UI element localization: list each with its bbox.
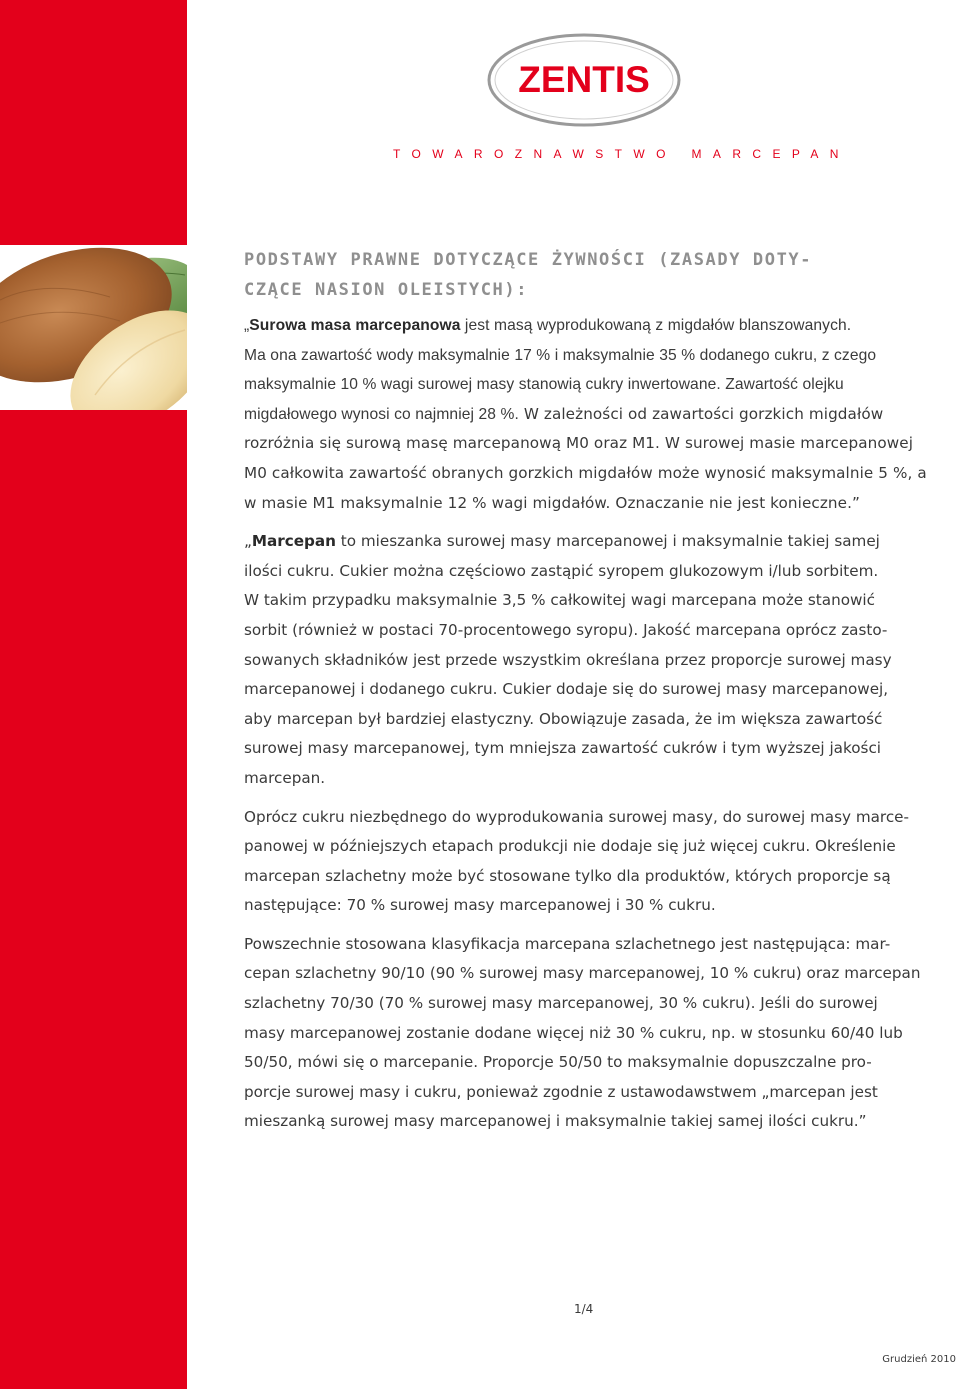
section-heading-text: PODSTAWY PRAWNE DOTYCZĄCE ŻYWNOŚCI (ZASADY DOTY- CZĄCE NASION OLEISTYCH): — [244, 250, 813, 300]
term-marzipan: Marcepan — [251, 532, 336, 551]
section-heading — [244, 245, 934, 305]
tagline: TOWAROZNAWSTWO MARCEPAN — [393, 147, 850, 161]
document-date: Grudzień 2010 — [882, 1354, 956, 1365]
body-text — [244, 311, 934, 1137]
raw-marzipan-text-a: jest masą wyprodukowaną z migdałów blanszowanych. Ma ona zawartość wody maksymalnie 17 % i maksymalnie 35 % dodanego cukru, z czego maksymalnie 10 % wagi surowej masy stanowią cukry inwertowane. Zawartość olejku migdałowego wynosi co najmniej 28 %. — [244, 317, 877, 423]
marzipan-text: to mieszanka surowej masy marcepanowej i maksymalnie takiej samej ilości cukru. Cukier można częściowo zastąpić syropem glukozowym i/lub sorbitem. W takim przypadku maksymalnie 3,5 % całkowitej wagi marcepana może stanowić sorbit (również w postaci 70-procentowego syropu). Jakość marcepana oprócz zasto- sowanych składników jest przede wszystkim określana przez proporcje surowej masy marcepanowej i dodanego cukru. Cukier dodaje się do surowej masy marcepanowej, aby marcepan był bardziej elastyczny. Obowiązuje zasada, że im większa zawartość surowej masy marcepanowej, tym mniejsza zawartość cukrów i tym wyższej jakości marcepan. — [244, 532, 892, 787]
almond-image — [0, 245, 187, 410]
quote-open: „ — [244, 532, 252, 551]
paragraph-noble-marzipan: Oprócz cukru niezbędnego do wyprodukowania surowej masy, do surowej masy marce- panowej w późniejszych etapach produkcji nie dodaje się już więcej cukru. Określenie marcepan szlachetny może być stosowane tylko dla produktów, których proporcje są następujące: 70 % surowej masy marcepanowej i 30 % cukru. — [244, 807, 910, 915]
red-side-band — [0, 0, 187, 1389]
almond-illustration — [0, 245, 187, 410]
paragraph-classification: Powszechnie stosowana klasyfikacja marcepana szlachetnego jest następująca: mar- cepan szlachetny 90/10 (90 % surowej masy marcepanowej, 10 % cukru) oraz marcepan szlachetny 70/30 (70 % surowej masy marcepanowej, 30 % cukru). Jeśli do surowej masy marcepanowej zostanie dodane więcej niż 30 % cukru, np. w stosunku 60/40 lub 50/50, mówi się o marcepanie. Proporcje 50/50 to maksymalnie dopuszczalne pro- porcje surowej masy i cukru, ponieważ zgodnie z ustawodawstwem „marcepan jest mieszanką surowej masy marcepanowej i maksymalnie takiej samej ilości cukru.” — [244, 934, 921, 1131]
zentis-logo — [486, 32, 682, 128]
paragraph-raw-marzipan — [244, 311, 934, 518]
term-raw-marzipan: Surowa masa marcepanowa — [249, 317, 461, 334]
logo-brand-text: ZENTIS — [518, 59, 650, 100]
page-number: 1/4 — [574, 1302, 594, 1316]
raw-marzipan-text-b: W zależności od zawartości gorzkich migdałów rozróżnia się surową masę marcepanową M0 oraz M1. W surowej masie marcepanowej M0 całkowita zawartość obranych gorzkich migdałów może wynosić maksymalnie 5 %, a w masie M1 maksymalnie 12 % wagi migdałów. Oznaczanie nie jest konieczne.” — [244, 404, 927, 512]
paragraph-marzipan — [244, 527, 934, 793]
quote-open: „ — [244, 317, 250, 334]
